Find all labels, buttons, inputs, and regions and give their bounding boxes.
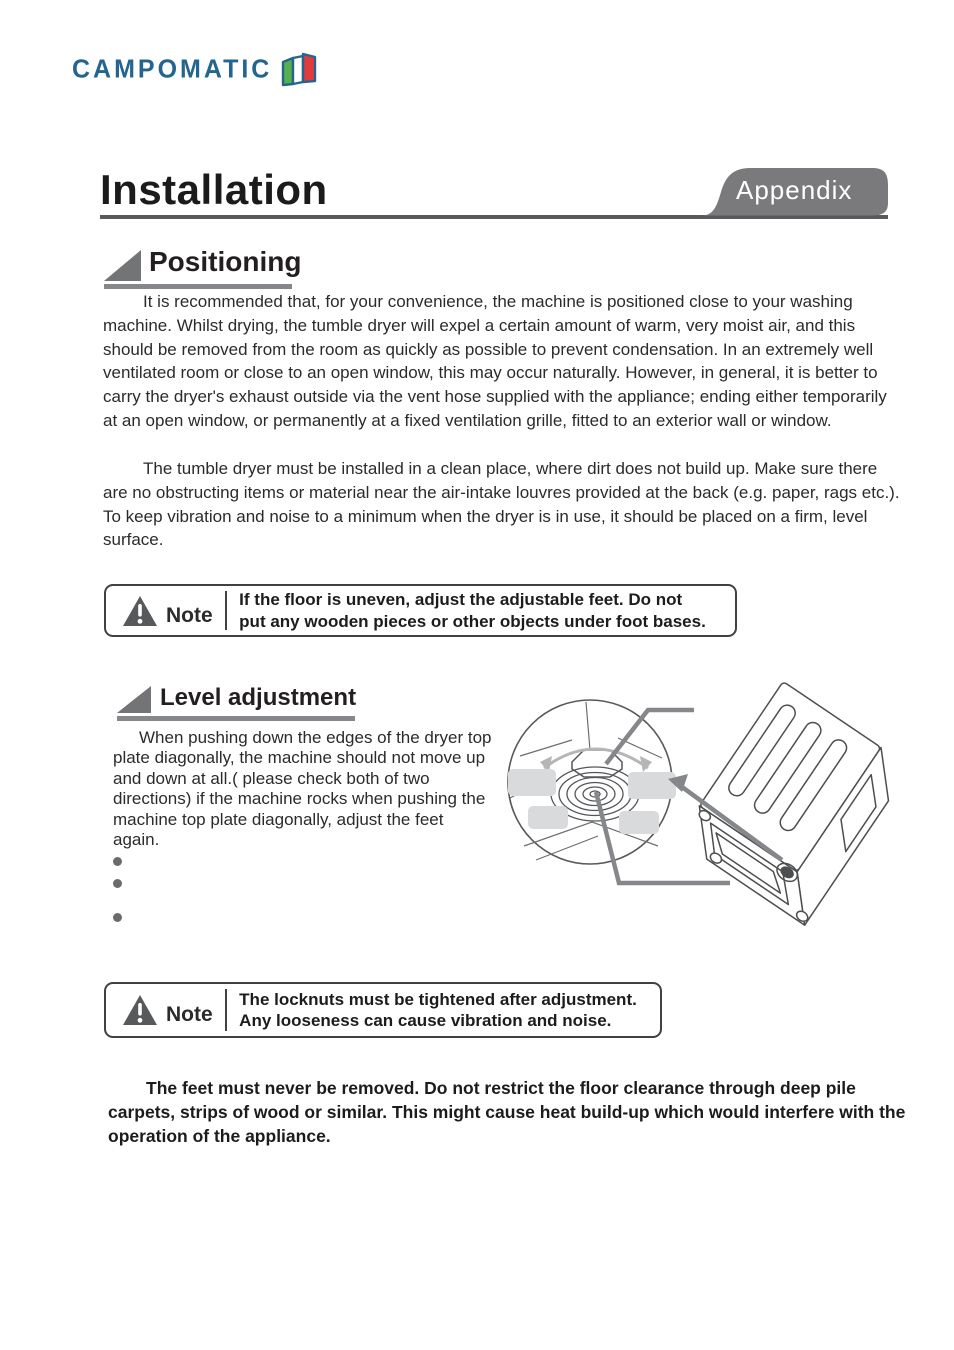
section-title-positioning: Positioning (149, 246, 302, 277)
note-box-locknuts (104, 982, 662, 1038)
note-text-line2: put any wooden pieces or other objects under foot bases. (239, 611, 706, 631)
note-text (239, 589, 706, 632)
note-box-uneven-floor (104, 584, 737, 637)
note-text-line2: Any looseness can cause vibration and noise. (239, 1011, 612, 1030)
note-text-line1: If the floor is uneven, adjust the adjustable feet. Do not (239, 590, 683, 609)
bullet-dot (113, 913, 122, 922)
note-text (239, 989, 637, 1032)
page-title: Installation (100, 166, 328, 213)
bullet-dot (113, 879, 122, 888)
italian-flag-icon (278, 50, 318, 88)
note-label: Note (166, 1003, 213, 1026)
positioning-paragraph-2: The tumble dryer must be installed in a clean place, where dirt does not build up. Make sure there are no obstructing items or material near the air-intake louvres provided at the back (e.g. paper, rags etc.). To keep vibration and noise to a minimum when the dryer is in use, it should be placed on a firm, level surface. (103, 459, 900, 550)
section-title-level-adjustment: Level adjustment (160, 684, 357, 711)
brand-logo-text: CAMPOMATIC (72, 53, 273, 84)
tumble-dryer-drawing (677, 682, 900, 926)
section-marker-icon (104, 250, 141, 281)
section-marker-icon (117, 686, 151, 713)
bullet-dot (113, 857, 122, 866)
dryer-foot-adjustment-illustration (500, 670, 900, 938)
level-adjustment-paragraph: When pushing down the edges of the dryer top plate diagonally, the machine should not move up and down at all.( please check both of two directions) if the machine rocks when pushing the machine top plate diagonally, adjust the feet again. (113, 728, 492, 850)
note-divider (225, 989, 228, 1031)
warning-icon (122, 595, 158, 627)
warning-icon (122, 994, 158, 1026)
note-divider (225, 591, 228, 630)
note-text-line1: The locknuts must be tightened after adjustment. (239, 989, 637, 1009)
section-underline (104, 284, 292, 289)
feet-warning-paragraph: The feet must never be removed. Do not restrict the floor clearance through deep pile carpets, strips of wood or similar. This might cause heat build-up which would interfere with the operation of the appliance. (108, 1078, 906, 1146)
appendix-tab-label: Appendix (736, 175, 853, 205)
section-underline (117, 716, 355, 721)
positioning-paragraph-1: It is recommended that, for your convenience, the machine is positioned close to your washing machine. Whilst drying, the tumble dryer will expel a certain amount of warm, very moist air, and this should be removed from the room as quickly as possible to prevent condensation. In an extremely well ventilated room or close to an open window, this may occur naturally. However, in general, it is better to carry the dryer's exhaust outside via the vent hose supplied with the appliance; ending either temporarily at an open window, or permanently at a fixed ventilation grille, fitted to an exterior wall or window. (103, 292, 887, 430)
note-label: Note (166, 603, 213, 627)
brand-logo (72, 50, 318, 88)
